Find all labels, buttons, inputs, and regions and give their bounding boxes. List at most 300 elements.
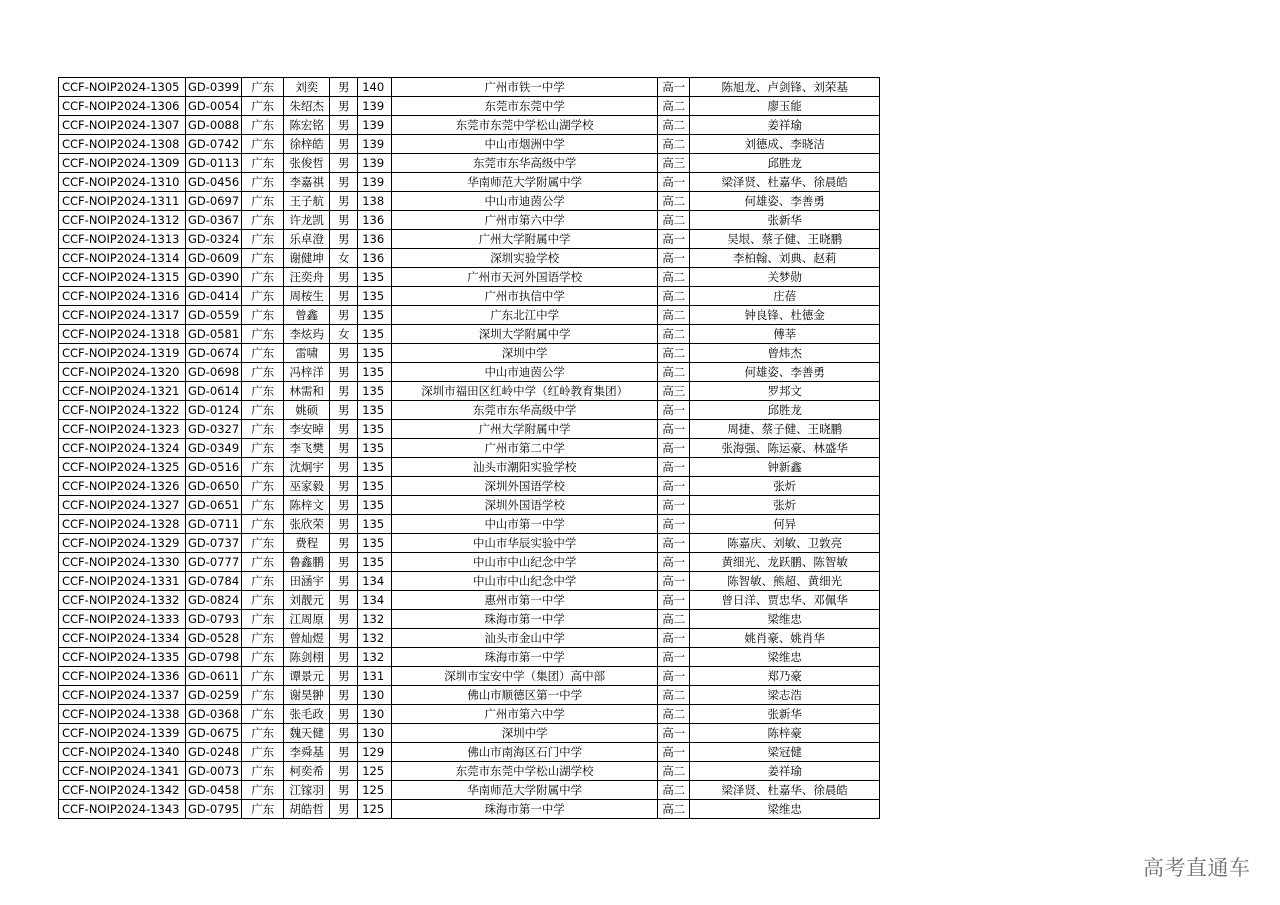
gender-cell: 男 <box>330 610 358 629</box>
gender-cell: 男 <box>330 268 358 287</box>
student-name-cell: 李安晫 <box>284 420 330 439</box>
exam-id-cell: GD-0650 <box>186 477 242 496</box>
table-row <box>59 800 880 819</box>
gender-cell: 男 <box>330 211 358 230</box>
province-cell: 广东 <box>242 135 284 154</box>
gender-cell: 男 <box>330 534 358 553</box>
province-cell: 广东 <box>242 211 284 230</box>
student-name-cell: 周桉生 <box>284 287 330 306</box>
coaches-cell: 何雄姿、李善勇 <box>690 192 880 211</box>
province-cell: 广东 <box>242 420 284 439</box>
student-name-cell: 王子航 <box>284 192 330 211</box>
coaches-cell: 何异 <box>690 515 880 534</box>
exam-id-cell: GD-0559 <box>186 306 242 325</box>
student-name-cell: 李飞樊 <box>284 439 330 458</box>
province-cell: 广东 <box>242 705 284 724</box>
gender-cell: 男 <box>330 439 358 458</box>
student-name-cell: 谢昊翀 <box>284 686 330 705</box>
gender-cell: 男 <box>330 173 358 192</box>
grade-cell: 高二 <box>658 192 690 211</box>
province-cell: 广东 <box>242 686 284 705</box>
gender-cell: 男 <box>330 135 358 154</box>
exam-id-cell: GD-0399 <box>186 78 242 97</box>
province-cell: 广东 <box>242 553 284 572</box>
gender-cell: 男 <box>330 230 358 249</box>
student-name-cell: 雷啸 <box>284 344 330 363</box>
table-row <box>59 154 880 173</box>
gender-cell: 男 <box>330 724 358 743</box>
table-row <box>59 249 880 268</box>
student-name-cell: 李嘉祺 <box>284 173 330 192</box>
registration-id-cell: CCF-NOIP2024-1343 <box>59 800 186 819</box>
coaches-cell: 梁志浩 <box>690 686 880 705</box>
gender-cell: 男 <box>330 496 358 515</box>
gender-cell: 男 <box>330 154 358 173</box>
gender-cell: 男 <box>330 382 358 401</box>
school-cell: 广州市第二中学 <box>392 439 658 458</box>
province-cell: 广东 <box>242 325 284 344</box>
table-row <box>59 743 880 762</box>
table-row <box>59 230 880 249</box>
registration-id-cell: CCF-NOIP2024-1311 <box>59 192 186 211</box>
score-cell: 136 <box>358 249 392 268</box>
grade-cell: 高二 <box>658 800 690 819</box>
gender-cell: 男 <box>330 743 358 762</box>
student-name-cell: 魏天健 <box>284 724 330 743</box>
results-table <box>58 77 880 819</box>
exam-id-cell: GD-0697 <box>186 192 242 211</box>
score-cell: 135 <box>358 344 392 363</box>
exam-id-cell: GD-0777 <box>186 553 242 572</box>
registration-id-cell: CCF-NOIP2024-1305 <box>59 78 186 97</box>
coaches-cell: 梁维忠 <box>690 610 880 629</box>
registration-id-cell: CCF-NOIP2024-1340 <box>59 743 186 762</box>
exam-id-cell: GD-0456 <box>186 173 242 192</box>
score-cell: 135 <box>358 496 392 515</box>
registration-id-cell: CCF-NOIP2024-1309 <box>59 154 186 173</box>
watermark: 高考直通车 <box>1143 856 1251 880</box>
student-name-cell: 江周原 <box>284 610 330 629</box>
school-cell: 中山市华辰实验中学 <box>392 534 658 553</box>
exam-id-cell: GD-0784 <box>186 572 242 591</box>
grade-cell: 高一 <box>658 401 690 420</box>
registration-id-cell: CCF-NOIP2024-1323 <box>59 420 186 439</box>
coaches-cell: 何雄姿、李善勇 <box>690 363 880 382</box>
exam-id-cell: GD-0073 <box>186 762 242 781</box>
student-name-cell: 陈梓文 <box>284 496 330 515</box>
coaches-cell: 关梦勋 <box>690 268 880 287</box>
score-cell: 134 <box>358 591 392 610</box>
gender-cell: 男 <box>330 477 358 496</box>
school-cell: 中山市迪茵公学 <box>392 192 658 211</box>
score-cell: 139 <box>358 154 392 173</box>
province-cell: 广东 <box>242 344 284 363</box>
student-name-cell: 朱绍杰 <box>284 97 330 116</box>
score-cell: 135 <box>358 458 392 477</box>
table-row <box>59 401 880 420</box>
score-cell: 139 <box>358 97 392 116</box>
school-cell: 广州市第六中学 <box>392 211 658 230</box>
grade-cell: 高三 <box>658 382 690 401</box>
gender-cell: 男 <box>330 420 358 439</box>
student-name-cell: 谭景元 <box>284 667 330 686</box>
score-cell: 138 <box>358 192 392 211</box>
coaches-cell: 陈嘉庆、刘敏、卫敦亮 <box>690 534 880 553</box>
coaches-cell: 张炘 <box>690 496 880 515</box>
student-name-cell: 鲁鑫鹏 <box>284 553 330 572</box>
school-cell: 广州市铁一中学 <box>392 78 658 97</box>
score-cell: 135 <box>358 439 392 458</box>
registration-id-cell: CCF-NOIP2024-1308 <box>59 135 186 154</box>
table-row <box>59 629 880 648</box>
coaches-cell: 刘德成、李晓洁 <box>690 135 880 154</box>
student-name-cell: 李炫玙 <box>284 325 330 344</box>
grade-cell: 高一 <box>658 534 690 553</box>
school-cell: 深圳外国语学校 <box>392 496 658 515</box>
school-cell: 东莞市东莞中学松山湖学校 <box>392 116 658 135</box>
coaches-cell: 陈智敏、熊超、黄细光 <box>690 572 880 591</box>
gender-cell: 男 <box>330 800 358 819</box>
grade-cell: 高一 <box>658 724 690 743</box>
coaches-cell: 曾日洋、贾忠华、邓佩华 <box>690 591 880 610</box>
grade-cell: 高一 <box>658 173 690 192</box>
grade-cell: 高二 <box>658 268 690 287</box>
registration-id-cell: CCF-NOIP2024-1331 <box>59 572 186 591</box>
registration-id-cell: CCF-NOIP2024-1334 <box>59 629 186 648</box>
exam-id-cell: GD-0824 <box>186 591 242 610</box>
gender-cell: 男 <box>330 572 358 591</box>
score-cell: 135 <box>358 363 392 382</box>
school-cell: 东莞市东莞中学 <box>392 97 658 116</box>
grade-cell: 高二 <box>658 116 690 135</box>
table-row <box>59 363 880 382</box>
coaches-cell: 周捷、蔡子健、王晓鹏 <box>690 420 880 439</box>
student-name-cell: 汪奕舟 <box>284 268 330 287</box>
grade-cell: 高一 <box>658 629 690 648</box>
score-cell: 135 <box>358 534 392 553</box>
coaches-cell: 张海强、陈运豪、林盛华 <box>690 439 880 458</box>
school-cell: 广州大学附属中学 <box>392 230 658 249</box>
school-cell: 深圳外国语学校 <box>392 477 658 496</box>
registration-id-cell: CCF-NOIP2024-1342 <box>59 781 186 800</box>
grade-cell: 高一 <box>658 515 690 534</box>
province-cell: 广东 <box>242 116 284 135</box>
school-cell: 广州市第六中学 <box>392 705 658 724</box>
student-name-cell: 刘奕 <box>284 78 330 97</box>
student-name-cell: 陈剑栩 <box>284 648 330 667</box>
exam-id-cell: GD-0368 <box>186 705 242 724</box>
table-row <box>59 591 880 610</box>
exam-id-cell: GD-0798 <box>186 648 242 667</box>
table-row <box>59 705 880 724</box>
coaches-cell: 李柏翰、刘典、赵莉 <box>690 249 880 268</box>
grade-cell: 高一 <box>658 230 690 249</box>
coaches-cell: 邱胜龙 <box>690 154 880 173</box>
grade-cell: 高二 <box>658 610 690 629</box>
province-cell: 广东 <box>242 401 284 420</box>
registration-id-cell: CCF-NOIP2024-1310 <box>59 173 186 192</box>
score-cell: 135 <box>358 553 392 572</box>
student-name-cell: 谢健坤 <box>284 249 330 268</box>
grade-cell: 高二 <box>658 287 690 306</box>
school-cell: 东莞市东莞中学松山湖学校 <box>392 762 658 781</box>
school-cell: 东莞市东华高级中学 <box>392 154 658 173</box>
school-cell: 中山市中山纪念中学 <box>392 553 658 572</box>
school-cell: 珠海市第一中学 <box>392 648 658 667</box>
student-name-cell: 胡皓哲 <box>284 800 330 819</box>
registration-id-cell: CCF-NOIP2024-1341 <box>59 762 186 781</box>
score-cell: 132 <box>358 629 392 648</box>
table-row <box>59 496 880 515</box>
province-cell: 广东 <box>242 591 284 610</box>
registration-id-cell: CCF-NOIP2024-1319 <box>59 344 186 363</box>
student-name-cell: 李舜基 <box>284 743 330 762</box>
exam-id-cell: GD-0367 <box>186 211 242 230</box>
registration-id-cell: CCF-NOIP2024-1321 <box>59 382 186 401</box>
province-cell: 广东 <box>242 306 284 325</box>
gender-cell: 男 <box>330 515 358 534</box>
student-name-cell: 刘靓元 <box>284 591 330 610</box>
coaches-cell: 梁维忠 <box>690 800 880 819</box>
score-cell: 139 <box>358 116 392 135</box>
school-cell: 广东北江中学 <box>392 306 658 325</box>
exam-id-cell: GD-0458 <box>186 781 242 800</box>
coaches-cell: 陈旭龙、卢剑锋、刘荣基 <box>690 78 880 97</box>
table-row <box>59 686 880 705</box>
registration-id-cell: CCF-NOIP2024-1325 <box>59 458 186 477</box>
school-cell: 深圳中学 <box>392 344 658 363</box>
school-cell: 汕头市金山中学 <box>392 629 658 648</box>
school-cell: 深圳大学附属中学 <box>392 325 658 344</box>
coaches-cell: 钟新鑫 <box>690 458 880 477</box>
coaches-cell: 曾炜杰 <box>690 344 880 363</box>
exam-id-cell: GD-0124 <box>186 401 242 420</box>
school-cell: 佛山市南海区石门中学 <box>392 743 658 762</box>
coaches-cell: 姜祥瑜 <box>690 116 880 135</box>
table-row <box>59 97 880 116</box>
student-name-cell: 柯奕希 <box>284 762 330 781</box>
registration-id-cell: CCF-NOIP2024-1335 <box>59 648 186 667</box>
score-cell: 134 <box>358 572 392 591</box>
exam-id-cell: GD-0651 <box>186 496 242 515</box>
table-row <box>59 211 880 230</box>
table-row <box>59 116 880 135</box>
student-name-cell: 沈炯宇 <box>284 458 330 477</box>
exam-id-cell: GD-0390 <box>186 268 242 287</box>
table-row <box>59 572 880 591</box>
score-cell: 139 <box>358 173 392 192</box>
province-cell: 广东 <box>242 667 284 686</box>
gender-cell: 男 <box>330 458 358 477</box>
grade-cell: 高二 <box>658 363 690 382</box>
grade-cell: 高二 <box>658 97 690 116</box>
coaches-cell: 陈梓豪 <box>690 724 880 743</box>
province-cell: 广东 <box>242 648 284 667</box>
exam-id-cell: GD-0711 <box>186 515 242 534</box>
school-cell: 广州市执信中学 <box>392 287 658 306</box>
province-cell: 广东 <box>242 743 284 762</box>
grade-cell: 高二 <box>658 344 690 363</box>
student-name-cell: 徐梓皓 <box>284 135 330 154</box>
registration-id-cell: CCF-NOIP2024-1324 <box>59 439 186 458</box>
exam-id-cell: GD-0611 <box>186 667 242 686</box>
score-cell: 135 <box>358 268 392 287</box>
student-name-cell: 张毛政 <box>284 705 330 724</box>
province-cell: 广东 <box>242 496 284 515</box>
province-cell: 广东 <box>242 382 284 401</box>
coaches-cell: 黄细光、龙跃鹏、陈智敏 <box>690 553 880 572</box>
exam-id-cell: GD-0614 <box>186 382 242 401</box>
score-cell: 125 <box>358 762 392 781</box>
gender-cell: 男 <box>330 591 358 610</box>
table-row <box>59 534 880 553</box>
exam-id-cell: GD-0698 <box>186 363 242 382</box>
gender-cell: 男 <box>330 401 358 420</box>
registration-id-cell: CCF-NOIP2024-1307 <box>59 116 186 135</box>
table-row <box>59 515 880 534</box>
exam-id-cell: GD-0609 <box>186 249 242 268</box>
exam-id-cell: GD-0793 <box>186 610 242 629</box>
grade-cell: 高二 <box>658 762 690 781</box>
gender-cell: 男 <box>330 363 358 382</box>
grade-cell: 高一 <box>658 249 690 268</box>
exam-id-cell: GD-0742 <box>186 135 242 154</box>
grade-cell: 高二 <box>658 306 690 325</box>
province-cell: 广东 <box>242 249 284 268</box>
province-cell: 广东 <box>242 230 284 249</box>
table-row <box>59 762 880 781</box>
grade-cell: 高二 <box>658 781 690 800</box>
grade-cell: 高一 <box>658 743 690 762</box>
grade-cell: 高一 <box>658 420 690 439</box>
table-row <box>59 268 880 287</box>
province-cell: 广东 <box>242 439 284 458</box>
table-row <box>59 458 880 477</box>
registration-id-cell: CCF-NOIP2024-1330 <box>59 553 186 572</box>
school-cell: 华南师范大学附属中学 <box>392 173 658 192</box>
gender-cell: 男 <box>330 78 358 97</box>
table-row <box>59 382 880 401</box>
coaches-cell: 钟良锋、杜德金 <box>690 306 880 325</box>
score-cell: 135 <box>358 382 392 401</box>
table-row <box>59 325 880 344</box>
registration-id-cell: CCF-NOIP2024-1317 <box>59 306 186 325</box>
grade-cell: 高三 <box>658 154 690 173</box>
province-cell: 广东 <box>242 610 284 629</box>
table-row <box>59 287 880 306</box>
gender-cell: 男 <box>330 553 358 572</box>
score-cell: 135 <box>358 477 392 496</box>
registration-id-cell: CCF-NOIP2024-1336 <box>59 667 186 686</box>
school-cell: 广州市天河外国语学校 <box>392 268 658 287</box>
gender-cell: 男 <box>330 192 358 211</box>
student-name-cell: 江镓羽 <box>284 781 330 800</box>
student-name-cell: 冯梓洋 <box>284 363 330 382</box>
registration-id-cell: CCF-NOIP2024-1337 <box>59 686 186 705</box>
school-cell: 惠州市第一中学 <box>392 591 658 610</box>
coaches-cell: 傅莘 <box>690 325 880 344</box>
province-cell: 广东 <box>242 800 284 819</box>
gender-cell: 男 <box>330 629 358 648</box>
coaches-cell: 姚肖豪、姚肖华 <box>690 629 880 648</box>
exam-id-cell: GD-0674 <box>186 344 242 363</box>
registration-id-cell: CCF-NOIP2024-1322 <box>59 401 186 420</box>
student-name-cell: 曾灿煜 <box>284 629 330 648</box>
grade-cell: 高一 <box>658 553 690 572</box>
exam-id-cell: GD-0349 <box>186 439 242 458</box>
grade-cell: 高二 <box>658 686 690 705</box>
gender-cell: 男 <box>330 781 358 800</box>
school-cell: 深圳市福田区红岭中学（红岭教育集团） <box>392 382 658 401</box>
table-row <box>59 781 880 800</box>
school-cell: 广州大学附属中学 <box>392 420 658 439</box>
gender-cell: 女 <box>330 249 358 268</box>
exam-id-cell: GD-0088 <box>186 116 242 135</box>
table-row <box>59 173 880 192</box>
student-name-cell: 许龙凯 <box>284 211 330 230</box>
school-cell: 深圳市宝安中学（集团）高中部 <box>392 667 658 686</box>
score-cell: 132 <box>358 648 392 667</box>
exam-id-cell: GD-0675 <box>186 724 242 743</box>
exam-id-cell: GD-0327 <box>186 420 242 439</box>
registration-id-cell: CCF-NOIP2024-1332 <box>59 591 186 610</box>
grade-cell: 高一 <box>658 439 690 458</box>
registration-id-cell: CCF-NOIP2024-1314 <box>59 249 186 268</box>
gender-cell: 男 <box>330 705 358 724</box>
province-cell: 广东 <box>242 78 284 97</box>
grade-cell: 高一 <box>658 648 690 667</box>
score-cell: 132 <box>358 610 392 629</box>
score-cell: 131 <box>358 667 392 686</box>
school-cell: 珠海市第一中学 <box>392 610 658 629</box>
registration-id-cell: CCF-NOIP2024-1338 <box>59 705 186 724</box>
province-cell: 广东 <box>242 458 284 477</box>
table-row <box>59 135 880 154</box>
registration-id-cell: CCF-NOIP2024-1306 <box>59 97 186 116</box>
province-cell: 广东 <box>242 515 284 534</box>
table-row <box>59 553 880 572</box>
exam-id-cell: GD-0054 <box>186 97 242 116</box>
province-cell: 广东 <box>242 477 284 496</box>
registration-id-cell: CCF-NOIP2024-1327 <box>59 496 186 515</box>
gender-cell: 男 <box>330 686 358 705</box>
school-cell: 中山市迪茵公学 <box>392 363 658 382</box>
exam-id-cell: GD-0737 <box>186 534 242 553</box>
registration-id-cell: CCF-NOIP2024-1313 <box>59 230 186 249</box>
exam-id-cell: GD-0324 <box>186 230 242 249</box>
coaches-cell: 梁泽贤、杜嘉华、徐晨皓 <box>690 781 880 800</box>
coaches-cell: 吴垠、蔡子健、王晓鹏 <box>690 230 880 249</box>
table-body <box>59 78 880 819</box>
table-row <box>59 306 880 325</box>
grade-cell: 高二 <box>658 211 690 230</box>
school-cell: 深圳实验学校 <box>392 249 658 268</box>
province-cell: 广东 <box>242 629 284 648</box>
grade-cell: 高二 <box>658 705 690 724</box>
gender-cell: 男 <box>330 648 358 667</box>
score-cell: 136 <box>358 230 392 249</box>
gender-cell: 男 <box>330 344 358 363</box>
grade-cell: 高一 <box>658 667 690 686</box>
registration-id-cell: CCF-NOIP2024-1316 <box>59 287 186 306</box>
coaches-cell: 梁泽贤、杜嘉华、徐晨皓 <box>690 173 880 192</box>
school-cell: 珠海市第一中学 <box>392 800 658 819</box>
school-cell: 东莞市东华高级中学 <box>392 401 658 420</box>
score-cell: 135 <box>358 515 392 534</box>
grade-cell: 高一 <box>658 496 690 515</box>
gender-cell: 男 <box>330 97 358 116</box>
student-name-cell: 陈宏铭 <box>284 116 330 135</box>
